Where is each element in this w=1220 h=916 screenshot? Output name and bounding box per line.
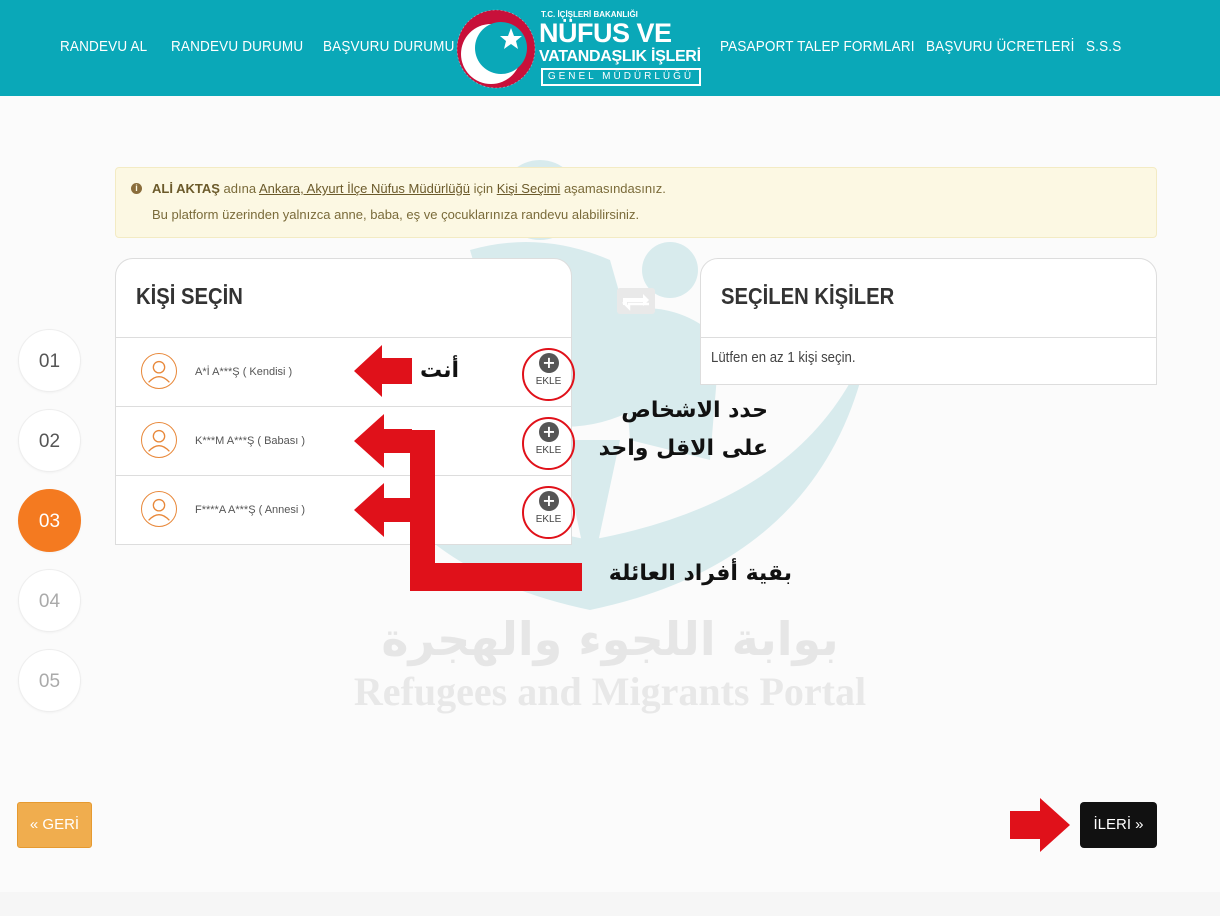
- step-01: 01: [18, 329, 81, 392]
- watermark-english-text: Refugees and Migrants Portal: [353, 669, 867, 714]
- person-name: K***M A***Ş ( Babası ): [195, 435, 306, 447]
- site-header: [0, 0, 1220, 96]
- add-label: EKLE: [535, 514, 562, 525]
- step-02: 02: [18, 409, 81, 472]
- back-button[interactable]: « GERİ: [17, 802, 92, 848]
- step-03: 03: [18, 489, 81, 552]
- add-person-button[interactable]: [522, 348, 575, 401]
- nav-sss[interactable]: S.S.S: [1086, 38, 1122, 55]
- alert-line-2: Bu platform üzerinden yalnızca anne, baba, eş ve çocuklarınıza randevu alabilirsiniz.: [152, 207, 640, 222]
- user-avatar-icon: [141, 353, 177, 389]
- add-label: EKLE: [535, 376, 562, 387]
- person-name: F****A A***Ş ( Annesi ): [195, 504, 306, 516]
- info-icon: i: [131, 183, 142, 194]
- select-person-title: KİŞİ SEÇİN: [136, 283, 243, 309]
- next-button[interactable]: İLERİ »: [1080, 802, 1157, 848]
- logo-title-line3: GENEL MÜDÜRLÜĞÜ: [541, 68, 701, 86]
- watermark-arabic-text: بوابة اللجوء والهجرة: [381, 612, 839, 666]
- plus-icon: +: [539, 353, 559, 373]
- selected-persons-title: SEÇİLEN KİŞİLER: [721, 283, 895, 309]
- plus-icon: +: [539, 422, 559, 442]
- nav-basvuru-durumu[interactable]: BAŞVURU DURUMU: [323, 38, 455, 55]
- person-name: A*İ A***Ş ( Kendisi ): [195, 366, 293, 378]
- crescent-star-logo-icon: [455, 8, 537, 90]
- nav-basvuru-ucretleri[interactable]: BAŞVURU ÜCRETLERİ: [926, 38, 1075, 55]
- alert-stage-link[interactable]: Kişi Seçimi: [496, 181, 561, 196]
- panel-divider: [701, 337, 1156, 338]
- nav-randevu-al[interactable]: RANDEVU AL: [60, 38, 148, 55]
- arrow-right-icon: [1010, 798, 1070, 852]
- alert-person-name: ALİ AKTAŞ: [152, 181, 220, 196]
- annotation-you: أنت: [420, 358, 460, 383]
- logo-ministry-text: T.C. İÇİŞLERİ BAKANLIĞI: [541, 10, 638, 19]
- step-04: 04: [18, 569, 81, 632]
- swap-icon: [617, 288, 655, 314]
- add-person-button[interactable]: [522, 417, 575, 470]
- empty-selection-message: Lütfen en az 1 kişi seçin.: [711, 349, 856, 366]
- selected-persons-panel: [700, 258, 1157, 385]
- logo-title-line1: NÜFUS VE: [539, 18, 672, 48]
- add-person-button[interactable]: [522, 486, 575, 539]
- person-row: [116, 406, 571, 475]
- add-label: EKLE: [535, 445, 562, 456]
- footer-band: [0, 892, 1220, 916]
- select-person-panel: [115, 258, 572, 545]
- nav-pasaport-talep-formlari[interactable]: PASAPORT TALEP FORMLARI: [720, 38, 915, 55]
- alert-office-link[interactable]: Ankara, Akyurt İlçe Nüfus Müdürlüğü: [258, 181, 470, 196]
- user-avatar-icon: [141, 422, 177, 458]
- alert-text-3: aşamasındasınız.: [563, 181, 666, 196]
- plus-icon: +: [539, 491, 559, 511]
- info-alert: [115, 167, 1157, 238]
- alert-line-1: [152, 181, 666, 196]
- alert-text-1: adına: [223, 181, 257, 196]
- user-avatar-icon: [141, 491, 177, 527]
- person-row: [116, 337, 571, 406]
- step-05: 05: [18, 649, 81, 712]
- annotation-select-line2: على الاقل واحد: [598, 436, 768, 461]
- annotation-select-line1: حدد الاشخاص: [621, 398, 768, 423]
- nav-randevu-durumu[interactable]: RANDEVU DURUMU: [171, 38, 304, 55]
- person-row: [116, 475, 571, 544]
- alert-text-2: için: [473, 181, 494, 196]
- annotation-family: بقية أفراد العائلة: [608, 561, 792, 586]
- nvi-logo[interactable]: [455, 8, 705, 90]
- logo-title-line2: VATANDAŞLIK İŞLERİ: [539, 48, 701, 65]
